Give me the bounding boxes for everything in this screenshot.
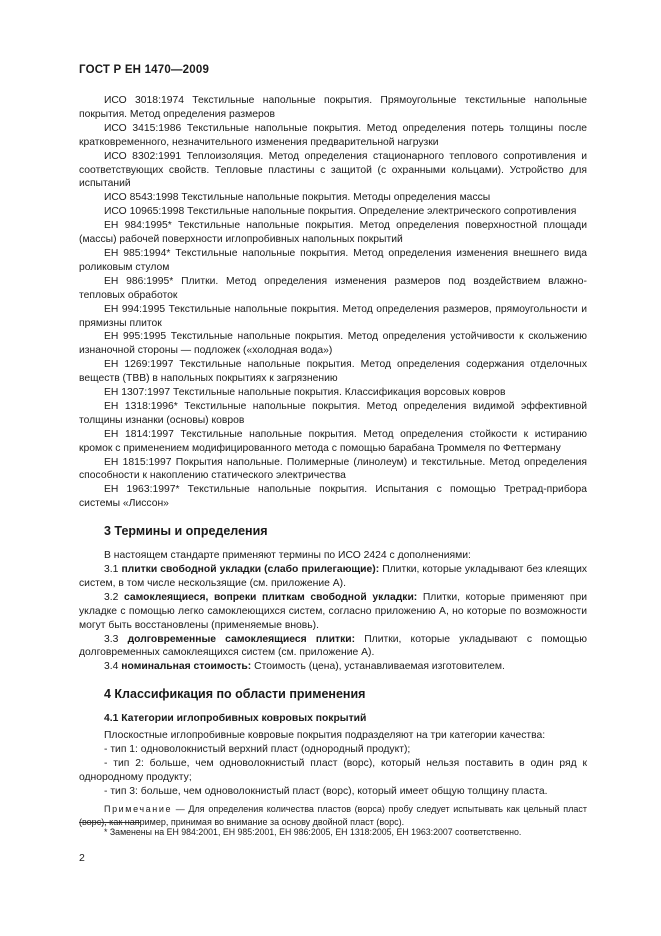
reference-item: ЕН 984:1995* Текстильные напольные покрытия. Метод определения поверхностной площади (массы) рабочей поверхности иглопробивных напольных покрытий [79, 220, 587, 246]
reference-item: ЕН 1815:1997 Покрытия напольные. Полимерные (линолеум) и текстильные. Метод определения способности к накоплению статического электричества [79, 456, 588, 482]
section-3-intro: В настоящем стандарте применяют термины по ИСО 2424 с дополнениями: [104, 550, 471, 562]
reference-item: ИСО 3415:1986 Текстильные напольные покрытия. Метод определения потерь толщины после кратковременного, незначительного изменения предварительной нагрузки [79, 122, 587, 148]
normative-references [79, 94, 587, 511]
reference-item: ЕН 986:1995* Плитки. Метод определения изменения размеров под воздействием влажно-тепловых обработок [79, 275, 587, 301]
list-item: - тип 3: больше, чем одноволокнистый пласт (ворс), который имеет общую толщину пласта. [104, 785, 548, 797]
reference-item: ИСО 8302:1991 Теплоизоляция. Метод определения стационарного теплового сопротивления и соответствующих свойств. Тепловые пластины с защитой (с охранными кольцами). Устройство для испытаний [79, 150, 588, 190]
term-name: долговременные самоклеящиеся плитки: [127, 633, 356, 645]
page-number: 2 [79, 852, 85, 864]
section-4-intro: Плоскостные иглопробивные ковровые покрытия подразделяют на три категории качества: [104, 730, 546, 742]
term-name: самоклеящиеся, вопреки плиткам свободной укладки: [124, 591, 418, 603]
list-item: - тип 1: одноволокнистый верхний пласт (однородный продукт); [104, 743, 411, 755]
reference-item: ЕН 1963:1997* Текстильные напольные покрытия. Испытания с помощью Третрад-прибора системы «Лиссон» [79, 484, 587, 510]
reference-item: ЕН 1307:1997 Текстильные напольные покрытия. Классификация ворсовых ковров [104, 387, 506, 399]
page-content [79, 94, 587, 829]
section-3-heading: 3 Термины и определения [104, 524, 268, 539]
reference-item: ЕН 985:1994* Текстильные напольные покрытия. Метод определения изменения внешнего вида роликовым стулом [79, 247, 588, 273]
term-name: плитки свободной укладки (слабо прилегающие): [121, 564, 380, 575]
term-definition: 3.2 самоклеящиеся, вопреки плиткам свободной укладки: Плитки, которые применяют при укладке с помощью легко самоклеющихся систем, согласно приложению А, но которые по возможности могут быть восстановлены (применяемые вновь). [79, 591, 588, 631]
reference-item: ЕН 995:1995 Текстильные напольные покрытия. Метод определения устойчивости к скольжению изнаночной стороны — подложек («холодная вода») [79, 331, 588, 357]
reference-item: ЕН 1269:1997 Текстильные напольные покрытия. Метод определения содержания отделочных веществ (ТВВ) в напольных покрытиях к загрязнению [79, 359, 587, 385]
subsection-4-1-heading: 4.1 Категории иглопробивных ковровых покрытий [104, 713, 367, 725]
section-4-heading: 4 Классификация по области применения [104, 687, 366, 702]
reference-item: ЕН 1814:1997 Текстильные напольные покрытия. Метод определения стойкости к истиранию кромок с применением модифицированного метода с помощью барабана Троммеля по Феттерману [79, 428, 587, 454]
reference-item: ИСО 10965:1998 Текстильные напольные покрытия. Определение электрического сопротивления [104, 206, 577, 218]
term-definition: 3.4 номинальная стоимость: Стоимость (цена), устанавливаемая изготовителем. [104, 661, 505, 673]
note-label: Примечание [104, 803, 173, 814]
footnote: * Заменены на ЕН 984:2001, ЕН 985:2001, ЕН 986:2005, ЕН 1318:2005, ЕН 1963:2007 соответственно. [104, 827, 522, 837]
reference-item: ИСО 8543:1998 Текстильные напольные покрытия. Методы определения массы [104, 192, 491, 204]
list-item: - тип 2: больше, чем одноволокнистый пласт (ворс), который нельзя поставить в один ряд к однородному продукту; [79, 757, 587, 783]
reference-item: ЕН 994:1995 Текстильные напольные покрытия. Метод определения размеров, прямоугольности и прямизны плиток [79, 303, 587, 329]
note: Примечание — Для определения количества пластов (ворса) пробу следует испытывать как цельный пласт (ворс), как например, принимая во внимание за основу двойной пласт (ворс). [79, 803, 587, 827]
reference-item: ЕН 1318:1996* Текстильные напольные покрытия. Метод определения видимой эффективной толщины изнанки (основы) ковров [79, 400, 587, 426]
footnote-divider [79, 822, 141, 823]
term-definition: 3.1 плитки свободной укладки (слабо прилегающие): Плитки, которые укладывают без клеящих систем, в том числе нескользящие (см. приложение А). [79, 564, 588, 589]
reference-item: ИСО 3018:1974 Текстильные напольные покрытия. Прямоугольные текстильные напольные покрытия. Метод определения размеров [79, 95, 587, 120]
term-definition: 3.3 долговременные самоклеящиеся плитки: Плитки, которые укладывают с помощью долговременных самоклеящихся систем (см. приложение А). [79, 633, 588, 659]
document-header: ГОСТ Р ЕН 1470—2009 [79, 64, 210, 76]
term-name: номинальная стоимость: [121, 661, 252, 673]
